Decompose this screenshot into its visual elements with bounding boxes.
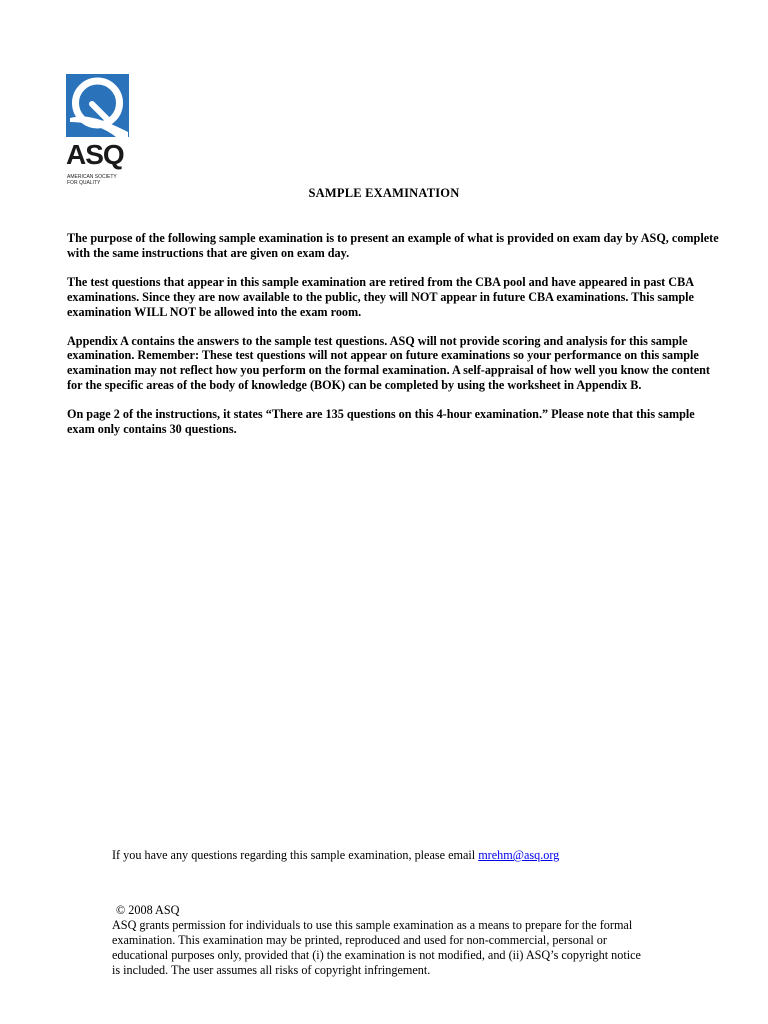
paragraph-question-count: On page 2 of the instructions, it states “There are 135 questions on this 4-hour examination.” Please note that this sample exam only contains 30 questions. [67,407,695,437]
asq-logo-mark-icon [66,74,129,137]
copyright-year: © 2008 ASQ [116,903,180,917]
logo-tagline: AMERICAN SOCIETY FOR QUALITY [67,174,117,186]
copyright-text: ASQ grants permission for individuals to use this sample examination as a means to prepare for the formal examination. This examination may be printed, reproduced and used for non-commercial, personal or educational purposes only, provided that (i) the examination is not modified, and (ii) ASQ’s copyright notice is included. The user assumes all risks of copyright infringement. [112,918,641,977]
asq-logo [66,74,136,192]
intro-section [67,231,722,451]
logo-wordmark: ASQ [66,139,124,170]
page-title: SAMPLE EXAMINATION [308,186,460,200]
contact-text: If you have any questions regarding this sample examination, please email [112,848,479,862]
copyright-notice [112,903,652,978]
contact-line [112,848,559,863]
contact-email-link[interactable]: mrehm@asq.org [478,848,560,862]
paragraph-purpose: The purpose of the following sample examination is to present an example of what is provided on exam day by ASQ, complete with the same instructions that are given on exam day. [67,231,719,260]
paragraph-retired-questions: The test questions that appear in this sample examination are retired from the CBA pool and have appeared in past CBA examinations. Since they are now available to the public, they will NOT appear in future CBA examinations. This sample examination WILL NOT be allowed into the exam room. [67,274,694,319]
q-swoosh-icon [66,74,129,137]
paragraph-appendix: Appendix A contains the answers to the sample test questions. ASQ will not provide scoring and analysis for this sample examination. Remember: These test questions will not appear on future examinations so your performance on this sample examination may not reflect how you perform on the formal examination. A self-appraisal of how well you know the content for the specific areas of the body of knowledge (BOK) can be completed by using the worksheet in Appendix B. [67,333,710,393]
